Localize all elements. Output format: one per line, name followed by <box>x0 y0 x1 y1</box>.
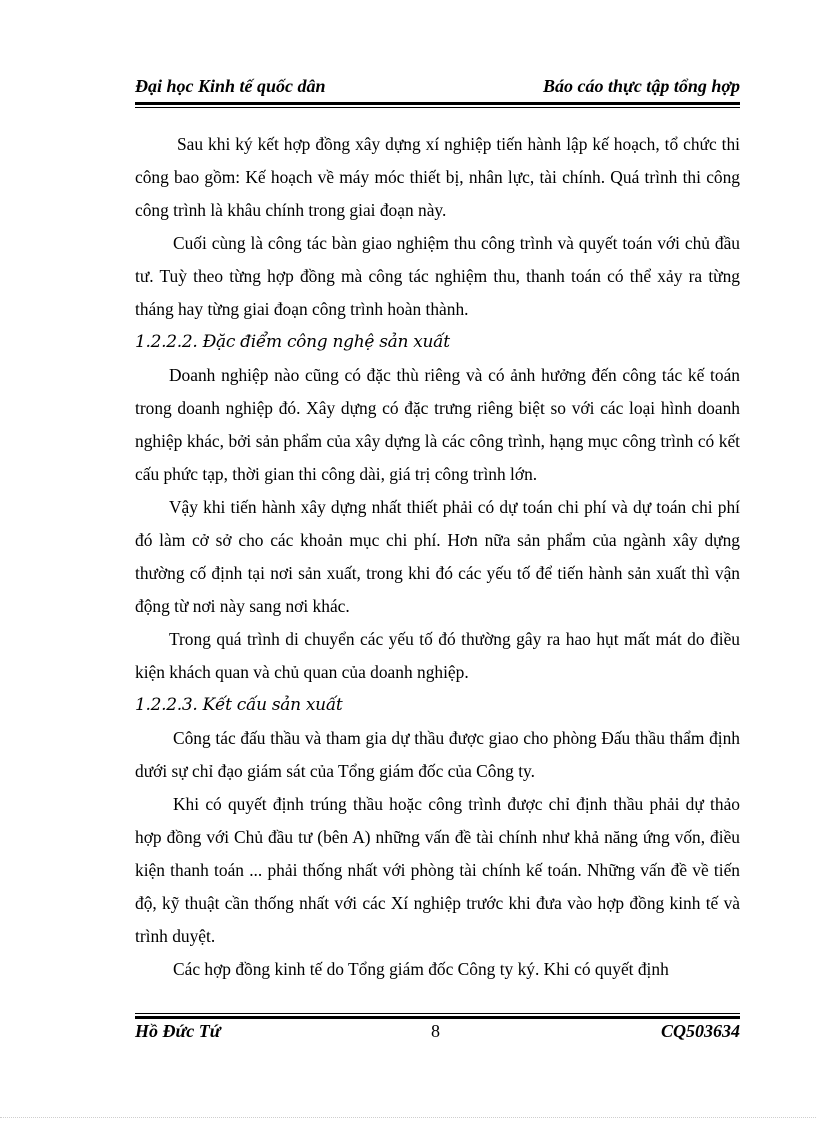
paragraph-8: Các hợp đồng kinh tế do Tổng giám đốc Công ty ký. Khi có quyết định <box>173 959 669 979</box>
section-heading-1-2-2-2: 1.2.2.2. Đặc điểm công nghệ sản xuất <box>135 332 450 352</box>
page-edge-dotted-line <box>0 1117 816 1118</box>
page-footer <box>135 1021 740 1045</box>
header-rule-thin <box>135 107 740 108</box>
section-heading-1-2-2-3: 1.2.2.3. Kết cấu sản xuất <box>135 695 343 715</box>
footer-rule-thin <box>135 1013 740 1014</box>
header-rule-thick <box>135 102 740 105</box>
paragraph-6: Công tác đấu thầu và tham gia dự thầu được giao cho phòng Đấu thầu thẩm định dưới sự chỉ đạo giám sát của Tổng giám đốc của Công ty. <box>135 728 740 781</box>
paragraph-4: Vậy khi tiến hành xây dựng nhất thiết phải có dự toán chi phí và dự toán chi phí đó làm cở sở cho các khoản mục chi phí. Hơn nữa sản phẩm của ngành xây dựng thường cố định tại nơi sản xuất, trong khi đó các yếu tố để tiến hành sản xuất thì vận động từ nơi này sang nơi khác. <box>135 497 740 616</box>
paragraph-5: Trong quá trình di chuyển các yếu tố đó thường gây ra hao hụt mất mát do điều kiện khách quan và chủ quan của doanh nghiệp. <box>135 629 740 682</box>
footer-student-code: CQ503634 <box>660 1021 740 1041</box>
header-university: Đại học Kinh tế quốc dân <box>135 76 326 96</box>
paragraph-1: Sau khi ký kết hợp đồng xây dựng xí nghiệp tiến hành lập kế hoạch, tổ chức thi công bao gồm: Kế hoạch về máy móc thiết bị, nhân lực, tài chính. Quá trình thi công công trình là khâu chính trong giai đoạn này. <box>135 134 740 220</box>
footer-author: Hồ Đức Tứ <box>135 1021 221 1041</box>
page-header <box>135 76 740 100</box>
paragraph-7: Khi có quyết định trúng thầu hoặc công trình được chỉ định thầu phải dự thảo hợp đồng với Chủ đầu tư (bên A) những vấn đề tài chính như khả năng ứng vốn, điều kiện thanh toán ... phải thống nhất với phòng tài chính kế toán. Những vấn đề về tiến độ, kỹ thuật cần thống nhất với các Xí nghiệp trước khi đưa vào hợp đồng kinh tế và trình duyệt. <box>135 794 740 946</box>
paragraph-2: Cuối cùng là công tác bàn giao nghiệm thu công trình và quyết toán với chủ đầu tư. Tuỳ theo từng hợp đồng mà công tác nghiệm thu, thanh toán có thể xảy ra từng tháng hay từng giai đoạn công trình hoàn thành. <box>135 233 740 319</box>
paragraph-3: Doanh nghiệp nào cũng có đặc thù riêng và có ảnh hưởng đến công tác kế toán trong doanh nghiệp đó. Xây dựng có đặc trưng riêng biệt so với các loại hình doanh nghiệp khác, bởi sản phẩm của xây dựng là các công trình, hạng mục công trình có kết cấu phức tạp, thời gian thi công dài, giá trị công trình lớn. <box>135 365 740 484</box>
body-content <box>135 128 740 986</box>
footer-page-number: 8 <box>431 1021 440 1041</box>
header-report-title: Báo cáo thực tập tổng hợp <box>543 76 740 96</box>
footer-rule-thick <box>135 1016 740 1019</box>
